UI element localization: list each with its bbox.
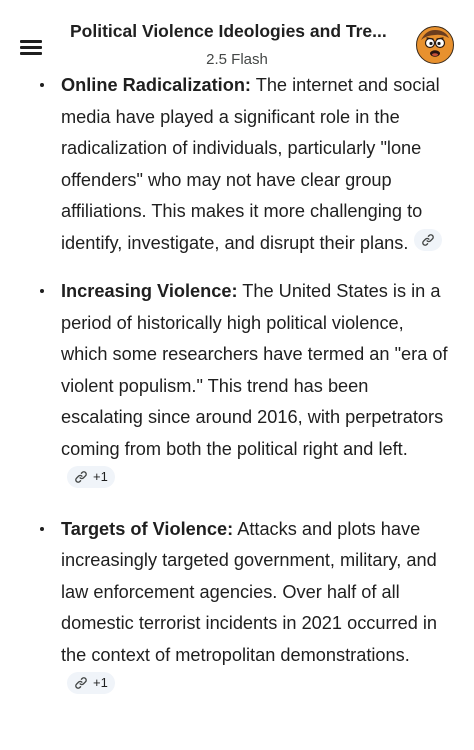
bullet-heading: Targets of Violence:	[61, 518, 234, 539]
model-label[interactable]: 2.5 Flash	[206, 51, 268, 68]
bullet-dot	[40, 527, 44, 531]
bullet-list	[0, 70, 474, 703]
bullet-text: Attacks and plots have increasingly targeted government, military, and law enforcement agencies. Over half of all domestic terrorist incidents in 2021 occurred in the context of metropolitan demonstrations.	[61, 518, 438, 665]
bullet-text: The United States is in a period of historically high political violence, which some researchers have termed an "era of violent populism." This trend has been escalating since around 2016, with perpetrators coming from both the political right and left.	[61, 281, 448, 459]
list-item	[0, 276, 474, 497]
list-item	[0, 514, 474, 703]
bullet-heading: Online Radicalization:	[61, 75, 251, 95]
link-icon	[74, 676, 88, 690]
response-content	[0, 70, 474, 703]
citation-count: +1	[93, 675, 108, 690]
user-avatar[interactable]	[416, 26, 454, 64]
menu-line	[20, 46, 42, 49]
citation-chip[interactable]	[414, 229, 442, 251]
bullet-text: The internet and social media have played a significant role in the radicalization of individuals, particularly "lone offenders" who may not have clear group affiliations. This makes it more challenging to identify, investigate, and disrupt their plans.	[61, 75, 440, 253]
citation-chip[interactable]	[67, 466, 115, 488]
link-icon	[421, 233, 435, 247]
menu-line	[20, 40, 42, 43]
cartoon-face-avatar-icon	[416, 26, 454, 64]
link-icon	[74, 470, 88, 484]
list-item	[0, 70, 474, 259]
top-app-bar	[0, 0, 474, 74]
bullet-dot	[40, 289, 44, 293]
bullet-dot	[40, 83, 44, 87]
citation-count: +1	[93, 469, 108, 484]
citation-chip[interactable]	[67, 672, 115, 694]
conversation-title[interactable]: Political Violence Ideologies and Tre...	[70, 21, 387, 41]
bullet-heading: Increasing Violence:	[61, 281, 238, 301]
